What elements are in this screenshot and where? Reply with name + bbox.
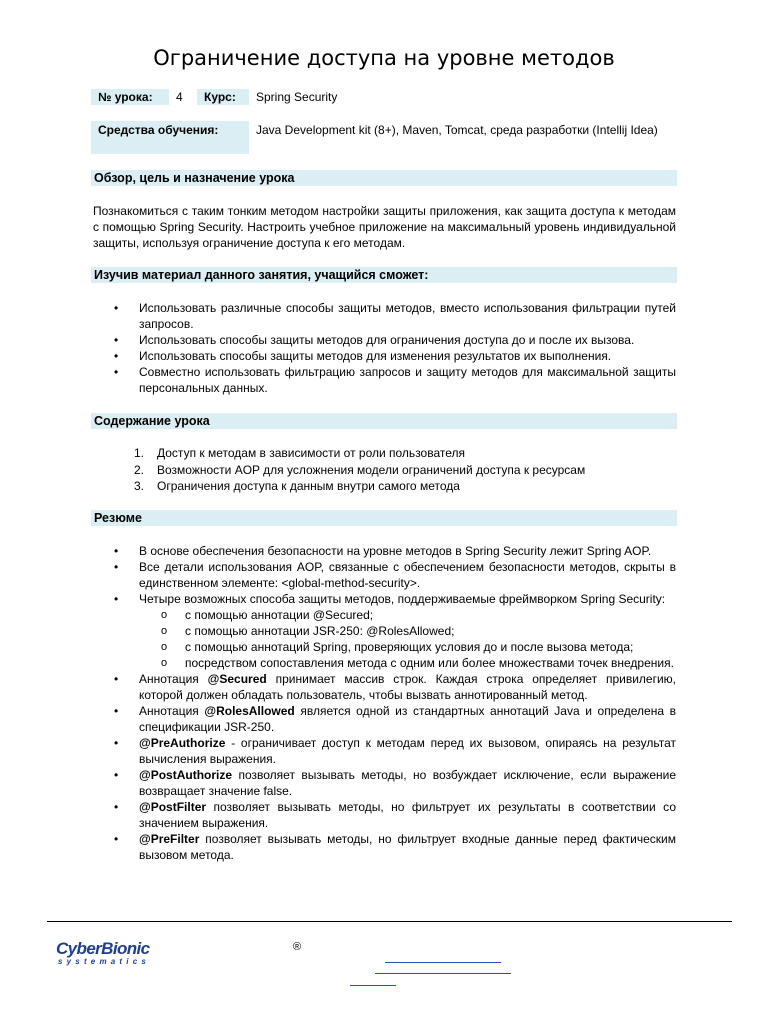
course-value: Spring Security <box>256 90 338 104</box>
list-item-text: Возможности AOP для усложнения модели ограничений доступа к ресурсам <box>157 462 586 477</box>
list-item: • Использовать способы защиты методов для изменения результатов их выполнения. <box>114 348 676 364</box>
list-item <box>114 735 676 767</box>
annotation-name: @PostFilter <box>139 800 207 814</box>
sub-list-item: o посредством сопоставления метода с одним или более множествами точек внедрения. <box>161 655 676 671</box>
annotation-name: @PreAuthorize <box>139 736 226 750</box>
text-prefix: Аннотация <box>139 672 208 686</box>
annotation-name: @PostAuthorize <box>139 768 233 782</box>
list-item-text: Четыре возможных способа защиты методов, поддерживаемые фреймворком Spring Security: <box>139 592 666 606</box>
list-item <box>114 767 676 799</box>
lesson-number-value: 4 <box>176 90 183 104</box>
list-item: • Совместно использовать фильтрацию запросов и защиту методов для максимальной защиты персональных данных. <box>114 364 676 396</box>
overview-text: Познакомиться с таким тонким методом настройки защиты приложения, как защита доступа к методам с помощью Spring Security. Настроить учебное приложение на максимальный уровень индивидуальной защиты, используя ограничение доступа к его методам. <box>93 204 676 250</box>
list-item: • В основе обеспечения безопасности на уровне методов в Spring Security лежит Spring AOP. <box>114 543 676 559</box>
list-item <box>114 703 676 735</box>
course-label: Курс: <box>197 89 249 105</box>
page-title: Ограничение доступа на уровне методов <box>153 46 615 70</box>
annotation-name: @Secured <box>207 672 267 686</box>
sub-list-item: o с помощью аннотации JSR-250: @RolesAllowed; <box>161 623 676 639</box>
text-suffix: является одной из стандартных аннотаций Java и определена в спецификации JSR-250. <box>139 704 676 734</box>
list-number: 1. <box>134 446 145 460</box>
tools-meta-row <box>91 121 677 154</box>
logo-wordmark: CyberBionic <box>56 939 150 958</box>
outcomes-heading: Изучив материал данного занятия, учащийся сможет: <box>91 267 677 283</box>
list-number: 2. <box>134 462 145 477</box>
text-suffix: принимает массив строк. Каждая строка определяет привилегию, которой должен обладать пользователь, чтобы вызвать аннотированный метод. <box>139 672 676 702</box>
text-suffix: - ограничивает доступ к методам перед их вызовом, опираясь на результат вычисления выражения. <box>139 736 676 766</box>
registered-mark: ® <box>293 941 302 953</box>
lesson-number-label: № урока: <box>91 89 169 105</box>
list-item: • Все детали использования AOP, связанные с обеспечением безопасности методов, скрыты в единственном элементе: <global-method-security>. <box>114 559 676 591</box>
sub-list <box>161 607 676 671</box>
text-suffix: позволяет вызывать методы, но возбуждает исключение, если выражение возвращает значение false. <box>139 768 676 798</box>
footer-link-underline[interactable] <box>385 962 501 963</box>
annotation-name: @PreFilter <box>139 832 200 846</box>
sub-list-item: o с помощью аннотации @Secured; <box>161 607 676 623</box>
text-suffix: позволяет вызывать методы, но фильтрует их результаты в соответствии со значением выражения. <box>139 800 676 830</box>
lesson-meta-row <box>91 89 677 105</box>
text-suffix: позволяет вызывать методы, но фильтрует входные данные перед фактическим вызовом метода. <box>139 832 676 862</box>
contents-list <box>134 445 674 495</box>
overview-heading: Обзор, цель и назначение урока <box>91 170 677 186</box>
summary-list <box>114 543 676 863</box>
list-item-text: Доступ к методам в зависимости от роли пользователя <box>157 446 466 460</box>
footer-link-underline[interactable] <box>350 985 396 986</box>
logo-tagline: systematics <box>58 957 151 966</box>
list-item <box>134 445 674 462</box>
annotation-name: @RolesAllowed <box>204 704 295 718</box>
text-prefix: Аннотация <box>139 704 205 718</box>
list-item-text: Ограничения доступа к данным внутри самого метода <box>157 479 460 493</box>
footer-link-underline[interactable] <box>375 973 511 974</box>
list-number: 3. <box>134 479 145 493</box>
contents-heading: Содержание урока <box>91 413 677 429</box>
list-item <box>134 462 674 479</box>
outcomes-list <box>114 300 676 396</box>
list-item <box>114 831 676 863</box>
footer-divider <box>47 921 732 922</box>
list-item <box>114 591 676 671</box>
list-item <box>114 671 676 703</box>
tools-value: Java Development kit (8+), Maven, Tomcat, среда разработки (Intellij Idea) <box>256 123 658 137</box>
summary-heading: Резюме <box>91 510 677 526</box>
list-item: • Использовать способы защиты методов для ограничения доступа до и после их вызова. <box>114 332 676 348</box>
list-item <box>114 799 676 831</box>
list-item <box>134 478 674 495</box>
cyberbionic-logo <box>56 939 166 971</box>
sub-list-item: o с помощью аннотаций Spring, проверяющих условия до и после вызова метода; <box>161 639 676 655</box>
list-item: • Использовать различные способы защиты методов, вместо использования фильтрации путей запросов. <box>114 300 676 332</box>
tools-label: Средства обучения: <box>91 121 249 154</box>
